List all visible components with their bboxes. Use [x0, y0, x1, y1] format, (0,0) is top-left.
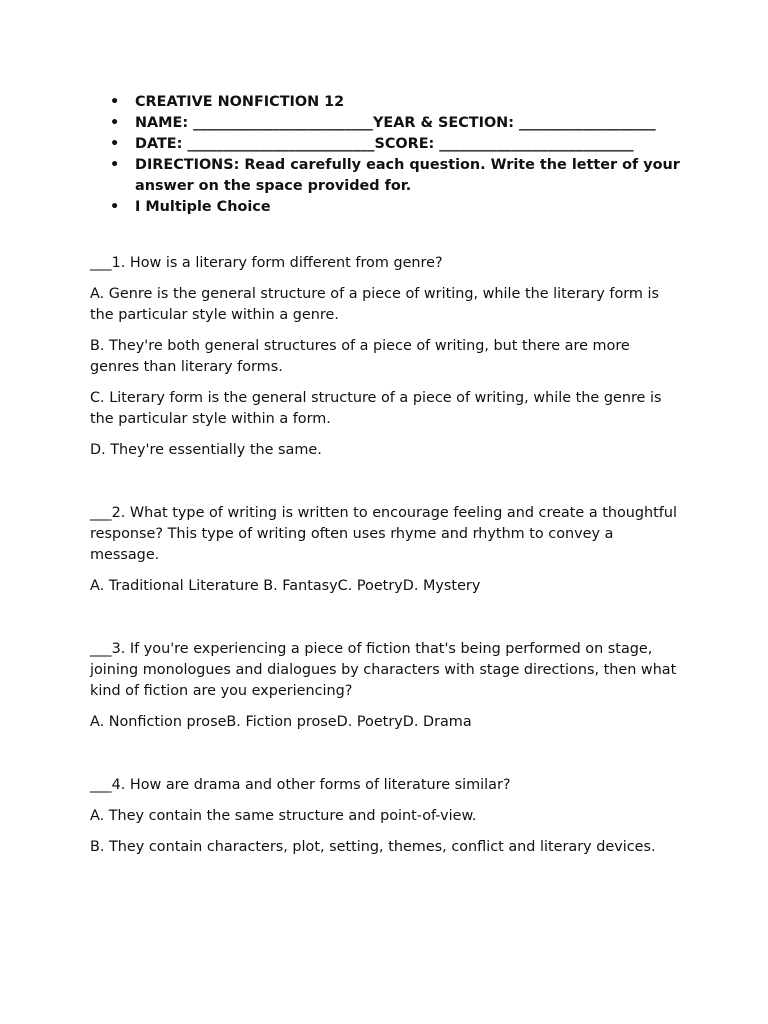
question-text: ___4. How are drama and other forms of literature similar? — [90, 777, 511, 793]
question-4 — [90, 775, 680, 858]
answer-option: A. They contain the same structure and point-of-view. — [90, 808, 477, 824]
answer-option: A. Nonfiction proseB. Fiction proseD. PoetryD. Drama — [90, 714, 472, 730]
spacer — [90, 743, 680, 775]
question-3 — [90, 639, 680, 733]
answer-option: B. They contain characters, plot, setting, themes, conflict and literary devices. — [90, 839, 656, 855]
question-text: ___3. If you're experiencing a piece of fiction that's being performed on stage, joining monologues and dialogues by characters with stage directions, then what kind of fiction are you experiencing? — [90, 641, 677, 699]
course-title: • CREATIVE NONFICTION 12 — [135, 92, 680, 113]
spacer — [90, 607, 680, 639]
name-year-section-line: • NAME: _________________________YEAR & SECTION: ___________________ — [135, 113, 680, 134]
spacer — [90, 471, 680, 503]
question-2 — [90, 503, 680, 597]
directions: • DIRECTIONS: Read carefully each question. Write the letter of your answer on the space provided for. — [135, 155, 680, 197]
header-list — [90, 92, 680, 218]
answer-option: B. They're both general structures of a piece of writing, but there are more genres than literary forms. — [90, 338, 630, 375]
answer-option: A. Traditional Literature B. FantasyC. PoetryD. Mystery — [90, 578, 481, 594]
worksheet-page — [90, 92, 680, 868]
answer-option: D. They're essentially the same. — [90, 442, 322, 458]
question-text: ___2. What type of writing is written to encourage feeling and create a thoughtful response? This type of writing often uses rhyme and rhythm to convey a message. — [90, 505, 677, 563]
section-heading: • I Multiple Choice — [135, 197, 680, 218]
question-1 — [90, 253, 680, 461]
answer-option: A. Genre is the general structure of a piece of writing, while the literary form is the particular style within a genre. — [90, 286, 660, 323]
question-text: ___1. How is a literary form different from genre? — [90, 255, 443, 271]
answer-option: C. Literary form is the general structure of a piece of writing, while the genre is the particular style within a form. — [90, 390, 662, 427]
date-score-line: • DATE: __________________________SCORE: ___________________________ — [135, 134, 680, 155]
